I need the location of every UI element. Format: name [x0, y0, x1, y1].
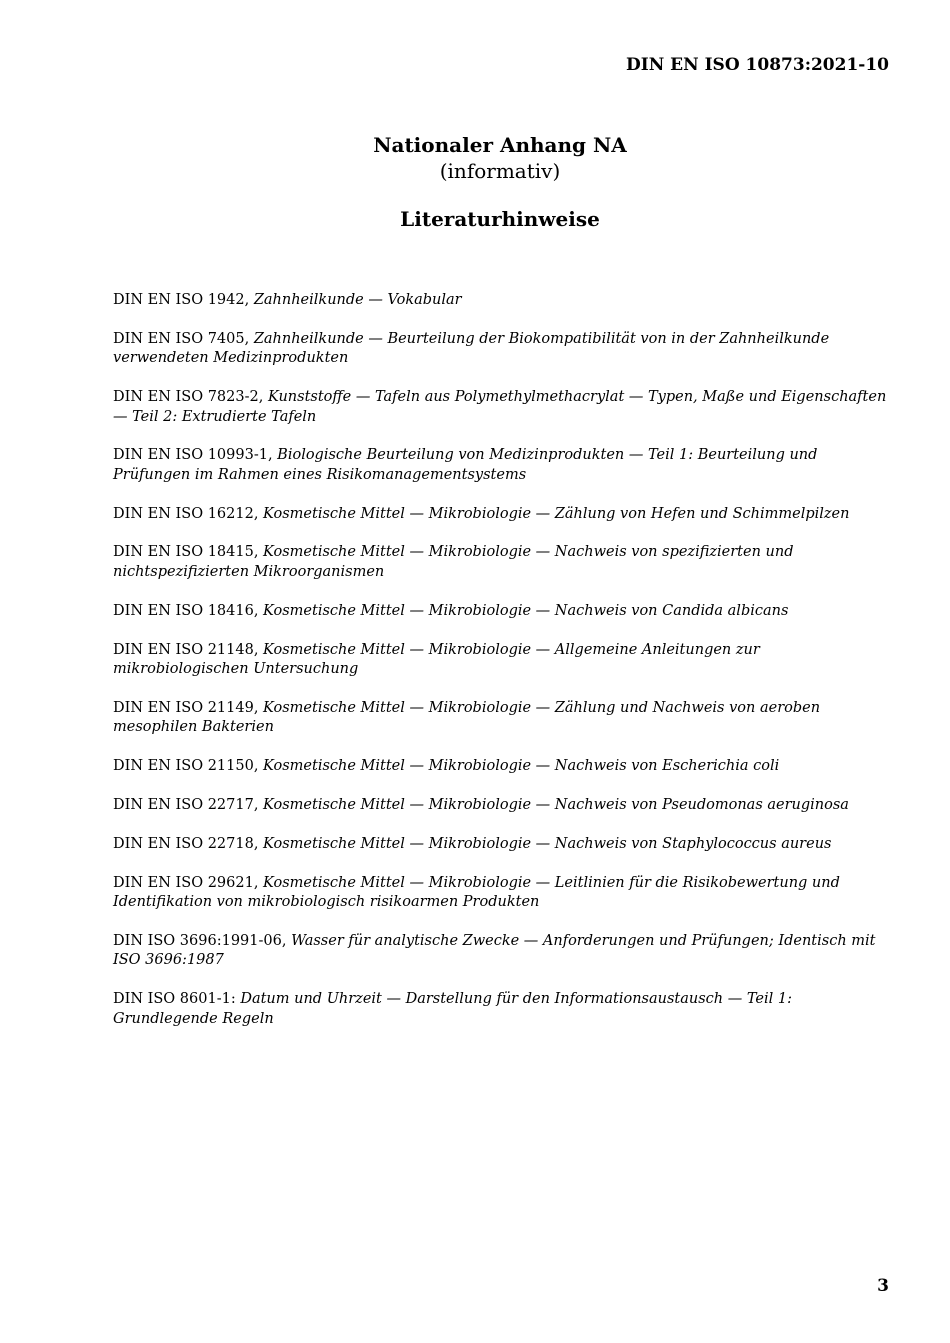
page-number: 3	[877, 1276, 889, 1296]
reference-title: Kosmetische Mittel — Mikrobiologie — Zählung und Nachweis von aeroben mesophilen Bakterien	[113, 699, 821, 736]
reference-item	[113, 990, 893, 1029]
reference-designation: DIN EN ISO 18415,	[113, 544, 264, 561]
reference-title: Kosmetische Mittel — Mikrobiologie — Leitlinien für die Risikobewertung und Identifikation von mikrobiologisch risikoarmen Produkten	[113, 874, 840, 911]
reference-designation: DIN EN ISO 7405,	[113, 330, 254, 347]
annex-heading	[0, 131, 950, 233]
reference-title: Kosmetische Mittel — Mikrobiologie — Allgemeine Anleitungen zur mikrobiologischen Untersuchung	[113, 641, 760, 678]
reference-title: Kosmetische Mittel — Mikrobiologie — Nachweis von Pseudomonas aeruginosa	[263, 796, 849, 813]
reference-designation: DIN EN ISO 21149,	[113, 699, 264, 716]
reference-item	[113, 699, 893, 738]
reference-item	[113, 602, 893, 622]
reference-title: Kosmetische Mittel — Mikrobiologie — Nachweis von spezifizierten und nichtspezifizierten Mikroorganismen	[113, 544, 794, 580]
reference-title: Wasser für analytische Zwecke — Anforderungen und Prüfungen; Identisch mit ISO 3696:1987	[113, 932, 876, 969]
reference-title: Kosmetische Mittel — Mikrobiologie — Nachweis von Escherichia coli	[263, 758, 780, 775]
reference-designation: DIN EN ISO 29621,	[113, 874, 264, 891]
reference-item	[113, 388, 893, 427]
reference-designation: DIN EN ISO 18416,	[113, 602, 264, 619]
reference-title: Zahnheilkunde — Vokabular	[253, 292, 462, 308]
reference-designation: DIN EN ISO 7823-2,	[113, 389, 268, 406]
reference-designation: DIN EN ISO 22717,	[113, 796, 264, 813]
reference-item	[113, 446, 893, 485]
reference-title: Kosmetische Mittel — Mikrobiologie — Nachweis von Candida albicans	[263, 602, 789, 619]
reference-title: Biologische Beurteilung von Medizinprodukten — Teil 1: Beurteilung und Prüfungen im Rahmen eines Risikomanagementsystems	[113, 447, 818, 483]
reference-title: Kunststoffe — Tafeln aus Polymethylmethacrylat — Typen, Maße und Eigenschaften — Teil 2: Extrudierte Tafeln	[113, 389, 887, 425]
reference-item	[113, 291, 893, 311]
annex-title: Nationaler Anhang NA	[373, 133, 627, 157]
reference-title: Zahnheilkunde — Beurteilung der Biokompatibilität von in der Zahnheilkunde verwendeten Medizinprodukten	[113, 330, 830, 367]
reference-item	[113, 330, 893, 369]
reference-item	[113, 835, 893, 855]
reference-title: Kosmetische Mittel — Mikrobiologie — Zählung von Hefen und Schimmelpilzen	[263, 505, 850, 522]
reference-item	[113, 932, 893, 971]
document-id: DIN EN ISO 10873:2021-10	[626, 55, 889, 75]
reference-title: Kosmetische Mittel — Mikrobiologie — Nachweis von Staphylococcus aureus	[263, 835, 832, 852]
reference-item	[113, 757, 893, 777]
reference-list	[113, 291, 893, 1048]
reference-designation: DIN EN ISO 10993-1,	[113, 447, 278, 464]
reference-designation: DIN EN ISO 16212,	[113, 505, 264, 522]
reference-item	[113, 796, 893, 816]
reference-designation: DIN EN ISO 1942,	[113, 292, 254, 308]
reference-designation: DIN ISO 8601-1:	[113, 991, 241, 1008]
reference-designation: DIN EN ISO 21150,	[113, 758, 264, 775]
reference-item	[113, 543, 893, 582]
section-title: Literaturhinweise	[400, 207, 600, 231]
reference-designation: DIN ISO 3696:1991-06,	[113, 932, 292, 949]
reference-item	[113, 505, 893, 525]
reference-designation: DIN EN ISO 22718,	[113, 835, 264, 852]
reference-title: Datum und Uhrzeit — Darstellung für den Informationsaustausch — Teil 1: Grundlegende Regeln	[113, 991, 792, 1027]
reference-item	[113, 641, 893, 680]
reference-designation: DIN EN ISO 21148,	[113, 641, 264, 658]
annex-subtitle: (informativ)	[439, 159, 561, 183]
reference-item	[113, 874, 893, 913]
